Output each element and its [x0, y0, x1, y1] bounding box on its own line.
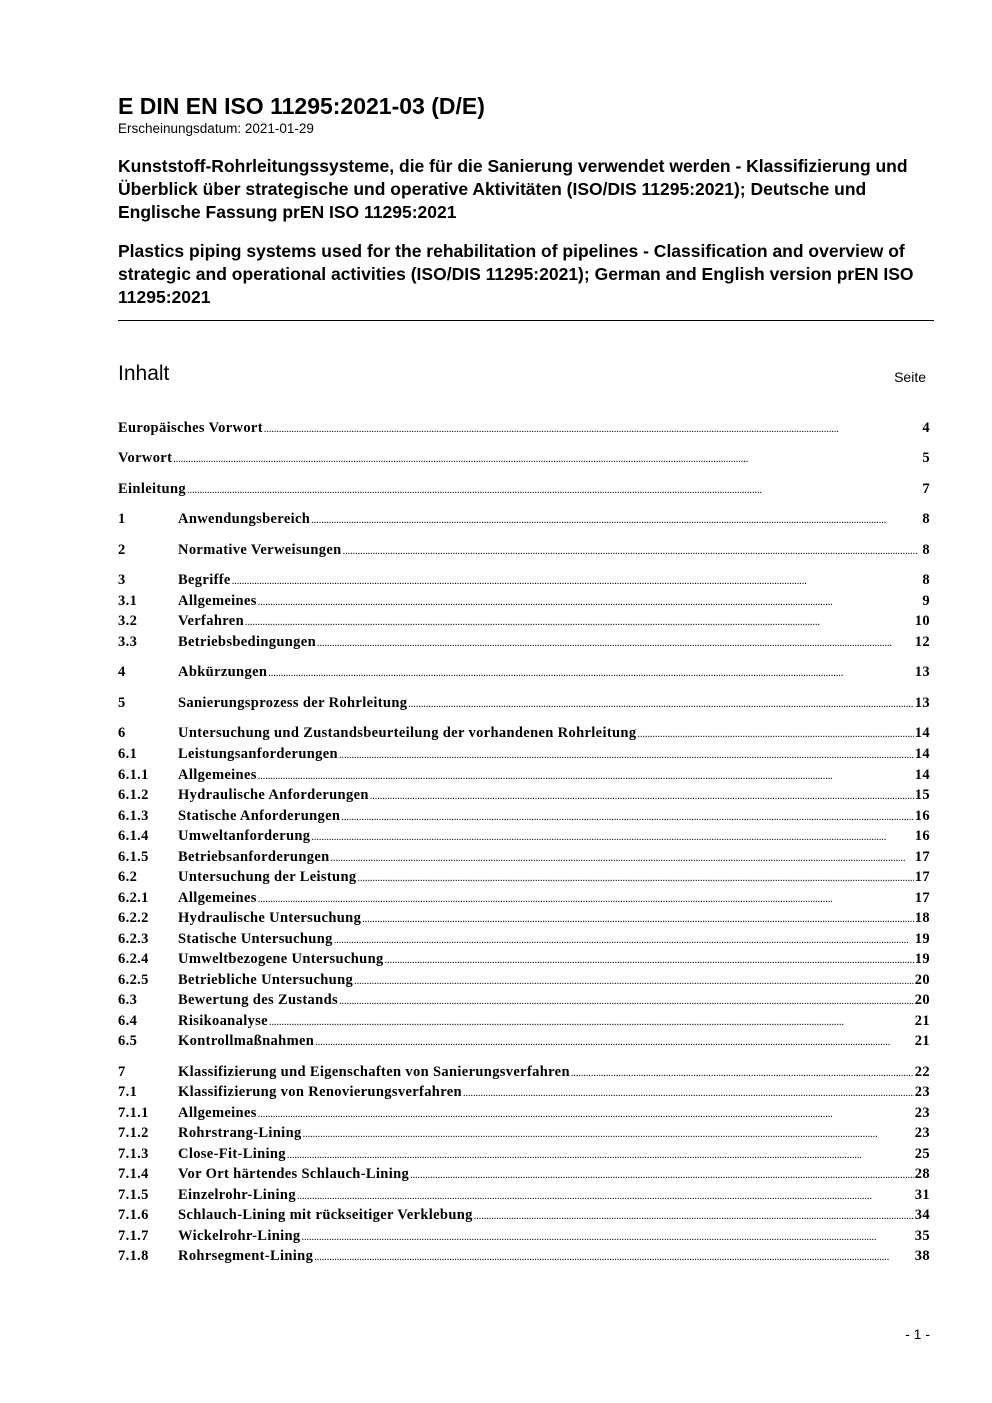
toc-entry-page: 12: [914, 634, 930, 650]
toc-entry-title: Rohrsegment-Lining: [178, 1248, 314, 1264]
toc-entry-page: 19: [914, 951, 930, 967]
toc-entry-page: 16: [914, 828, 930, 844]
toc-entry-number: 6.1.3: [118, 808, 149, 824]
document-header: [118, 92, 934, 309]
toc-entry-page: 23: [914, 1084, 930, 1100]
toc-entry[interactable]: [118, 418, 930, 438]
toc-entry[interactable]: [118, 806, 930, 826]
toc-entry-title: Anwendungsbereich: [178, 511, 311, 527]
document-id: E DIN EN ISO 11295:2021-03 (D/E): [118, 93, 485, 119]
toc-entry-page: 8: [922, 511, 930, 527]
toc-entry[interactable]: [118, 765, 930, 785]
toc-entry-number: 1: [118, 511, 126, 527]
toc-entry-number: 6.1.1: [118, 767, 149, 783]
toc-leader-dots: [268, 662, 914, 684]
toc-entry[interactable]: [118, 1031, 930, 1051]
toc-entry-page: 5: [922, 450, 930, 466]
toc-entry-title: Verfahren: [178, 613, 244, 629]
toc-leader-dots: [339, 990, 914, 1012]
toc-leader-dots: [173, 448, 921, 470]
toc-entry[interactable]: [118, 1082, 930, 1102]
toc-leader-dots: [287, 1144, 914, 1166]
toc-leader-dots: [245, 611, 914, 633]
toc-leader-dots: [317, 632, 914, 654]
toc-entry[interactable]: [118, 867, 930, 887]
toc-entry[interactable]: [118, 970, 930, 990]
toc-entry-page: 31: [914, 1187, 930, 1203]
toc-leader-dots: [187, 479, 921, 501]
toc-entry[interactable]: [118, 744, 930, 764]
publication-date: Erscheinungsdatum: 2021-01-29: [118, 121, 314, 136]
toc-entry-number: 7.1: [118, 1084, 138, 1100]
toc-leader-dots: [315, 1031, 914, 1053]
page-number: - 1 -: [905, 1326, 930, 1342]
toc-entry-number: 7.1.3: [118, 1146, 149, 1162]
toc-entry-title: Bewertung des Zustands: [178, 992, 338, 1008]
toc-entry-number: 6.2.1: [118, 890, 149, 906]
toc-entry-title: Leistungsanforderungen: [178, 746, 338, 762]
toc-leader-dots: [341, 806, 913, 828]
toc-leader-dots: [410, 1164, 914, 1186]
toc-entry-title: Begriffe: [178, 572, 231, 588]
toc-entry-page: 10: [914, 613, 930, 629]
toc-entry-number: 6.1.5: [118, 849, 149, 865]
toc-entry[interactable]: [118, 662, 930, 682]
toc-entry-number: 6.2.4: [118, 951, 149, 967]
toc-entry-title: Schlauch-Lining mit rückseitiger Verklebung: [178, 1207, 473, 1223]
toc-entry-page: 17: [914, 890, 930, 906]
toc-leader-dots: [343, 540, 922, 562]
toc-leader-dots: [302, 1226, 914, 1248]
toc-entry[interactable]: [118, 570, 930, 590]
toc-entry-page: 25: [914, 1146, 930, 1162]
toc-entry-page: 16: [914, 808, 930, 824]
toc-entry-number: 7.1.6: [118, 1207, 149, 1223]
toc-leader-dots: [357, 867, 913, 889]
toc-entry-page: 13: [914, 664, 930, 680]
toc-entry-title: Vorwort: [118, 450, 173, 466]
toc-leader-dots: [264, 418, 921, 440]
toc-entry-page: 34: [914, 1207, 930, 1223]
toc-entry-number: 3.3: [118, 634, 138, 650]
toc-entry-number: 6.1: [118, 746, 138, 762]
toc-entry[interactable]: [118, 632, 930, 652]
toc-entry[interactable]: [118, 990, 930, 1010]
toc-leader-dots: [232, 570, 922, 592]
toc-entry[interactable]: [118, 1011, 930, 1031]
toc-leader-dots: [370, 785, 914, 807]
toc-entry-number: 6.1.2: [118, 787, 149, 803]
toc-entry-page: 13: [914, 695, 930, 711]
toc-entry-page: 17: [914, 869, 930, 885]
toc-entry[interactable]: [118, 929, 930, 949]
toc-entry-title: Europäisches Vorwort: [118, 420, 263, 436]
toc-entry-title: Allgemeines: [178, 593, 257, 609]
toc-leader-dots: [385, 949, 914, 971]
toc-entry-page: 28: [914, 1166, 930, 1182]
toc-entry-page: 15: [914, 787, 930, 803]
toc-entry-number: 7.1.8: [118, 1248, 149, 1264]
toc-entry-number: 6.5: [118, 1033, 138, 1049]
toc-leader-dots: [311, 826, 913, 848]
toc-entry-number: 2: [118, 542, 126, 558]
toc-entry-page: 8: [922, 572, 930, 588]
toc-entry-title: Abkürzungen: [178, 664, 268, 680]
toc-entry-page: 4: [922, 420, 930, 436]
toc-entry-number: 6.2.5: [118, 972, 149, 988]
toc-leader-dots: [474, 1205, 914, 1227]
toc-heading: [118, 360, 926, 390]
toc-leader-dots: [258, 888, 914, 910]
header-divider: [118, 320, 934, 321]
toc-entry[interactable]: [118, 1246, 930, 1266]
title-german: Kunststoff-Rohrleitungssysteme, die für die Sanierung verwendet werden - Klassifizierung und Überblick über strategische und operative Aktivitäten (ISO/DIS 11295:2021); Deutsche und Englische Fassung prEN ISO 11295:2021: [118, 156, 908, 222]
toc-entry[interactable]: [118, 591, 930, 611]
toc-entry-title: Rohrstrang-Lining: [178, 1125, 302, 1141]
toc-entry-title: Close-Fit-Lining: [178, 1146, 286, 1162]
toc-entry-page: 20: [914, 972, 930, 988]
toc-entry-page: 21: [914, 1033, 930, 1049]
title-english: Plastics piping systems used for the rehabilitation of pipelines - Classification and overview of strategic and operational activities (ISO/DIS 11295:2021); German and English version prEN ISO 11295:2021: [118, 241, 914, 307]
toc-entry[interactable]: [118, 1205, 930, 1225]
toc-entry-page: 21: [914, 1013, 930, 1029]
toc-entry-page: 20: [914, 992, 930, 1008]
toc-entry-title: Allgemeines: [178, 1105, 257, 1121]
toc-entry-page: 14: [914, 725, 930, 741]
toc-leader-dots: [311, 509, 921, 531]
toc-entry-title: Risikoanalyse: [178, 1013, 268, 1029]
toc-leader-dots: [269, 1011, 914, 1033]
toc-entry-number: 3: [118, 572, 126, 588]
toc-leader-dots: [354, 970, 914, 992]
toc-entry-title: Einleitung: [118, 481, 186, 497]
toc-entry-page: 22: [914, 1064, 930, 1080]
toc-entry-title: Normative Verweisungen: [178, 542, 342, 558]
toc-entry-page: 18: [914, 910, 930, 926]
toc-entry[interactable]: [118, 479, 930, 499]
toc-entry-title: Vor Ort härtendes Schlauch-Lining: [178, 1166, 410, 1182]
toc-leader-dots: [258, 1103, 914, 1125]
toc-entry-title: Sanierungsprozess der Rohrleitung: [178, 695, 408, 711]
toc-entry-title: Untersuchung der Leistung: [178, 869, 357, 885]
toc-leader-dots: [331, 847, 914, 869]
toc-entry[interactable]: [118, 1103, 930, 1123]
toc-leader-dots: [571, 1062, 914, 1084]
toc-entry[interactable]: [118, 785, 930, 805]
toc-leader-dots: [258, 765, 914, 787]
toc-entry-title: Einzelrohr-Lining: [178, 1187, 296, 1203]
toc-leader-dots: [408, 693, 913, 715]
toc-entry-number: 6.1.4: [118, 828, 149, 844]
toc-entry-title: Umweltanforderung: [178, 828, 311, 844]
toc-entry-page: 14: [914, 767, 930, 783]
toc-leader-dots: [339, 744, 914, 766]
toc-leader-dots: [463, 1082, 914, 1104]
toc-entry-title: Statische Untersuchung: [178, 931, 333, 947]
toc-entry-page: 35: [914, 1228, 930, 1244]
toc-entry-page: 38: [914, 1248, 930, 1264]
toc-leader-dots: [258, 591, 922, 613]
toc-entry-page: 8: [922, 542, 930, 558]
toc-leader-dots: [314, 1246, 914, 1268]
toc-entry-number: 7.1.4: [118, 1166, 149, 1182]
toc-entry-number: 7: [118, 1064, 126, 1080]
toc-entry-number: 3.1: [118, 593, 138, 609]
toc-entry-number: 7.1.1: [118, 1105, 149, 1121]
toc-entry[interactable]: [118, 1185, 930, 1205]
toc-entry-number: 6.2.3: [118, 931, 149, 947]
toc-entry-title: Betriebsanforderungen: [178, 849, 330, 865]
toc-entry[interactable]: [118, 949, 930, 969]
toc-entry[interactable]: [118, 1144, 930, 1164]
toc-entry-number: 6.2.2: [118, 910, 149, 926]
toc-entry-title: Untersuchung und Zustandsbeurteilung der vorhandenen Rohrleitung: [178, 725, 637, 741]
toc-entry[interactable]: [118, 611, 930, 631]
toc-entry[interactable]: [118, 693, 930, 713]
toc-entry-number: 7.1.2: [118, 1125, 149, 1141]
toc-entry-title: Betriebliche Untersuchung: [178, 972, 354, 988]
toc-entry[interactable]: [118, 826, 930, 846]
toc-entry-number: 3.2: [118, 613, 138, 629]
toc-entry[interactable]: [118, 1164, 930, 1184]
toc-title: Inhalt: [118, 362, 170, 385]
toc-entry-number: 7.1.7: [118, 1228, 149, 1244]
toc-entry[interactable]: [118, 1226, 930, 1246]
toc-entry[interactable]: [118, 540, 930, 560]
toc-entry[interactable]: [118, 509, 930, 529]
toc-entry-title: Klassifizierung und Eigenschaften von Sanierungsverfahren: [178, 1064, 570, 1080]
toc-entry-number: 7.1.5: [118, 1187, 149, 1203]
toc-entry-title: Kontrollmaßnahmen: [178, 1033, 315, 1049]
toc-entry-title: Allgemeines: [178, 767, 257, 783]
toc-entry-page: 17: [914, 849, 930, 865]
toc-entry-title: Hydraulische Anforderungen: [178, 787, 369, 803]
toc-entry-title: Wickelrohr-Lining: [178, 1228, 301, 1244]
toc-leader-dots: [362, 908, 914, 930]
toc-entry-number: 6.4: [118, 1013, 138, 1029]
toc-leader-dots: [637, 723, 913, 745]
toc-entry[interactable]: [118, 723, 930, 743]
toc-entry-title: Umweltbezogene Untersuchung: [178, 951, 384, 967]
toc-leader-dots: [297, 1185, 914, 1207]
toc-leader-dots: [303, 1123, 914, 1145]
toc-entry-page: 19: [914, 931, 930, 947]
toc-entry-page: 9: [922, 593, 930, 609]
toc-entry-title: Hydraulische Untersuchung: [178, 910, 362, 926]
toc-page-label: Seite: [894, 369, 926, 385]
toc-entry-title: Statische Anforderungen: [178, 808, 341, 824]
toc-entry-number: 6.3: [118, 992, 138, 1008]
toc-entry-title: Betriebsbedingungen: [178, 634, 316, 650]
toc-entry[interactable]: [118, 448, 930, 468]
toc-entry[interactable]: [118, 847, 930, 867]
toc-entry[interactable]: [118, 908, 930, 928]
toc-entry[interactable]: [118, 888, 930, 908]
toc-entry-page: 7: [922, 481, 930, 497]
toc-leader-dots: [334, 929, 914, 951]
toc-entry-number: 5: [118, 695, 126, 711]
toc-entry-number: 6: [118, 725, 126, 741]
toc-entry-title: Klassifizierung von Renovierungsverfahren: [178, 1084, 462, 1100]
toc-entry-page: 23: [914, 1125, 930, 1141]
toc-entry-number: 4: [118, 664, 126, 680]
toc-entry-page: 14: [914, 746, 930, 762]
toc-entry-number: 6.2: [118, 869, 138, 885]
toc-entry[interactable]: [118, 1062, 930, 1082]
toc-entry-title: Allgemeines: [178, 890, 257, 906]
toc-entry[interactable]: [118, 1123, 930, 1143]
toc-entry-page: 23: [914, 1105, 930, 1121]
